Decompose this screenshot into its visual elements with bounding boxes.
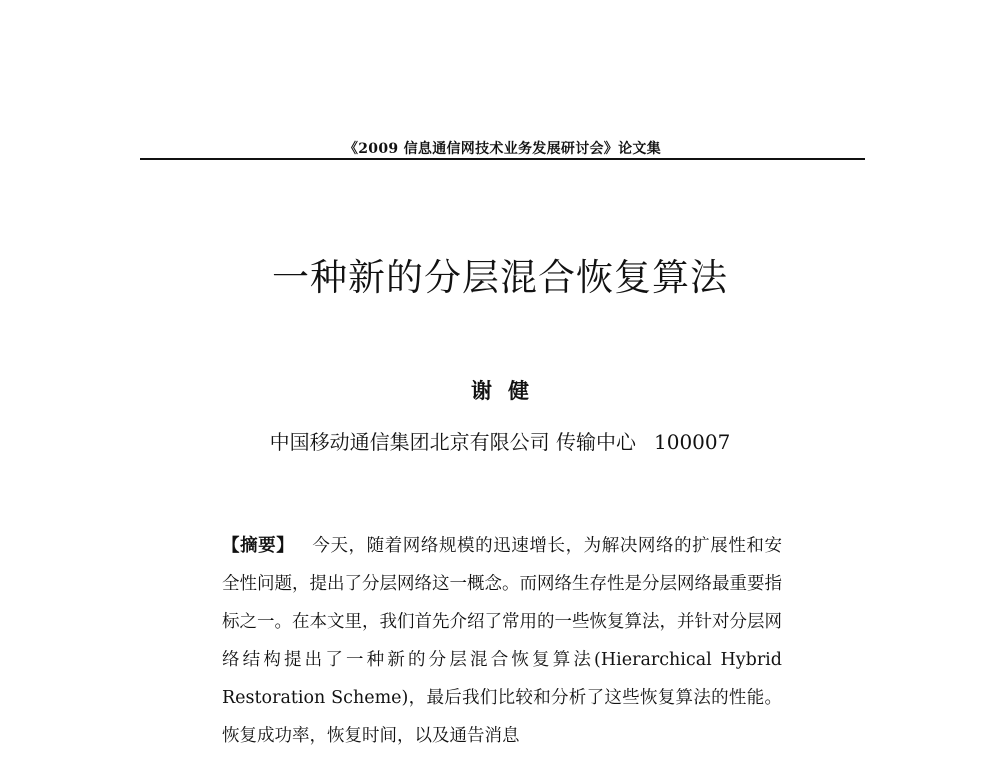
- affiliation-line: [0, 428, 1000, 456]
- abstract-text: 今天，随着网络规模的迅速增长，为解决网络的扩展性和安全性问题，提出了分层网络这一概念。而网络生存性是分层网络最重要指标之一。在本文里，我们首先介绍了常用的一些恢复算法，并针对分层网络结构提出了一种新的分层混合恢复算法(Hierarchical Hybrid Restoration Scheme)，最后我们比较和分析了这些恢复算法的性能。恢复成功率，恢复时间，以及通告消息: [222, 536, 783, 746]
- paper-title: 一种新的分层混合恢复算法: [272, 256, 728, 299]
- header-rule: [140, 158, 865, 160]
- proceedings-header: 《2009 信息通信网技术业务发展研讨会》论文集: [343, 141, 662, 157]
- abstract-paragraph: [222, 527, 782, 755]
- postcode: 100007: [654, 430, 731, 454]
- author-name: 谢健: [471, 378, 545, 403]
- abstract-label: 【摘要】: [222, 536, 295, 556]
- affiliation-text: 中国移动通信集团北京有限公司 传输中心: [269, 430, 636, 454]
